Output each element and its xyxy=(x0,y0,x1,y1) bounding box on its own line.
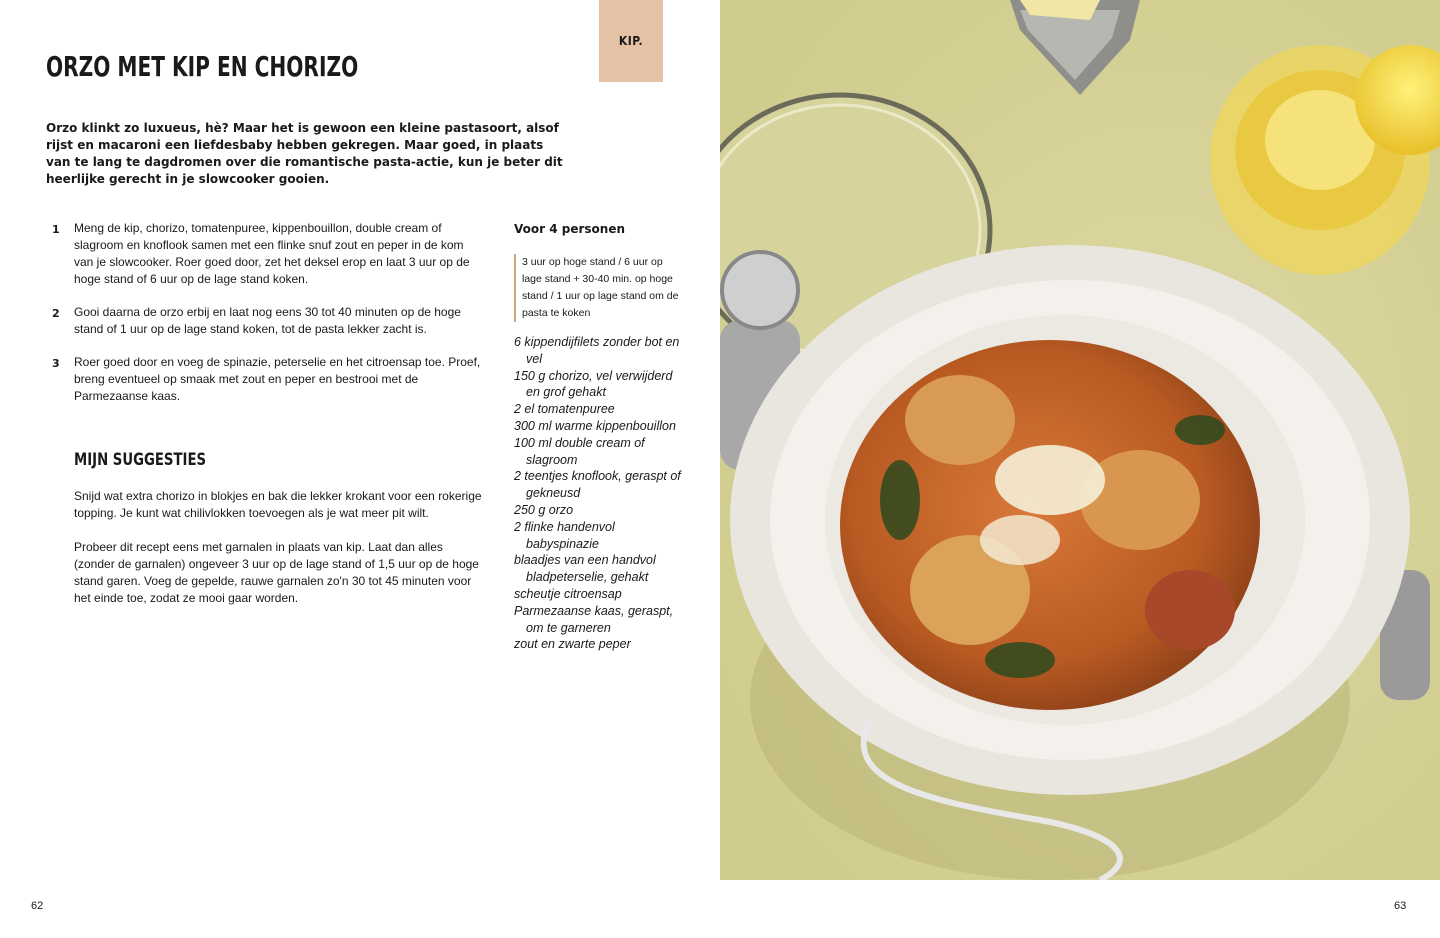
recipe-intro: Orzo klinkt zo luxueus, hè? Maar het is gewoon een kleine pastasoort, alsof rijst en macaroni een liefdesbaby hebben gekregen. Maar goed, in plaats van te lang te dagdromen over die romantische pasta-actie, kun je beter dit heerlijke gerecht in je slowcooker gooien. xyxy=(46,121,563,186)
suggestion-paragraph: Probeer dit recept eens met garnalen in plaats van kip. Laat dan alles (zonder de garnalen) ongeveer 3 uur op de lage stand of 1,5 uur op de hoge stand garen. Voeg de gepelde, rauwe garnalen zo'n 30 tot 45 minuten voor het einde toe, zodat ze mooi gaar worden. xyxy=(74,540,479,605)
step-text: Meng de kip, chorizo, tomatenpuree, kippenbouillon, double cream of slagroom en knoflook samen met een flinke snuf zout en peper in de kom van je slowcooker. Roer goed door, zet het deksel erop en laat 3 uur op de hoge stand of 6 uur op de lage stand koken. xyxy=(74,221,470,286)
ingredient: blaadjes van een handvol bladpeterselie, gehakt xyxy=(514,553,656,585)
ingredient: 2 teentjes knoflook, geraspt of gekneusd xyxy=(514,469,681,501)
chapter-tab xyxy=(599,0,663,82)
cooking-time: 3 uur op hoge stand / 6 uur op lage stand + 30-40 min. op hoge stand / 1 uur op lage stand om de pasta te koken xyxy=(514,254,684,322)
ingredient: 150 g chorizo, vel verwijderd en grof gehakt xyxy=(514,368,673,400)
ingredient: 6 kippendijfilets zonder bot en vel xyxy=(514,335,680,366)
servings: Voor 4 personen xyxy=(514,222,625,236)
suggestions xyxy=(74,488,484,624)
ingredient: scheutje citroensap xyxy=(514,586,622,601)
step-text: Roer goed door en voeg de spinazie, peterselie en het citroensap toe. Proef, breng eventueel op smaak met zout en peper en bestrooi met de Parmezaanse kaas. xyxy=(74,355,481,403)
step-text: Gooi daarna de orzo erbij en laat nog eens 30 tot 40 minuten op de hoge stand of 1 uur op de lage stand koken, tot de pasta lekker zacht is. xyxy=(74,305,461,336)
method-step xyxy=(52,304,484,338)
method-step xyxy=(52,220,484,288)
chapter-tab-label: KIP. xyxy=(618,34,644,48)
ingredient: 300 ml warme kippenbouillon xyxy=(514,418,676,433)
page-number-left: 62 xyxy=(31,900,44,912)
step-number: 2 xyxy=(52,307,60,320)
step-number: 3 xyxy=(52,357,60,370)
suggestions-heading: MIJN SUGGESTIES xyxy=(74,450,207,470)
ingredient-list xyxy=(514,334,684,653)
suggestion-paragraph: Snijd wat extra chorizo in blokjes en bak die lekker krokant voor een rokerige topping. Je kunt wat chilivlokken toevoegen als je wat meer pit wilt. xyxy=(74,489,482,520)
method-steps xyxy=(52,220,484,421)
step-number: 1 xyxy=(52,223,60,236)
ingredient: 2 el tomatenpuree xyxy=(514,402,615,417)
ingredient: 2 flinke handenvol babyspinazie xyxy=(514,519,615,551)
method-step xyxy=(52,354,484,405)
ingredient: 250 g orzo xyxy=(514,502,574,517)
ingredients-panel xyxy=(514,221,684,653)
ingredient: Parmezaanse kaas, geraspt, om te garneren xyxy=(514,603,674,635)
ingredient: zout en zwarte peper xyxy=(514,637,631,652)
orzo-dish xyxy=(840,340,1260,710)
recipe-title: ORZO MET KIP EN CHORIZO xyxy=(46,50,359,83)
page-number-right: 63 xyxy=(1394,900,1407,912)
recipe-photo xyxy=(720,0,1440,880)
ingredient: 100 ml double cream of slagroom xyxy=(514,435,645,467)
